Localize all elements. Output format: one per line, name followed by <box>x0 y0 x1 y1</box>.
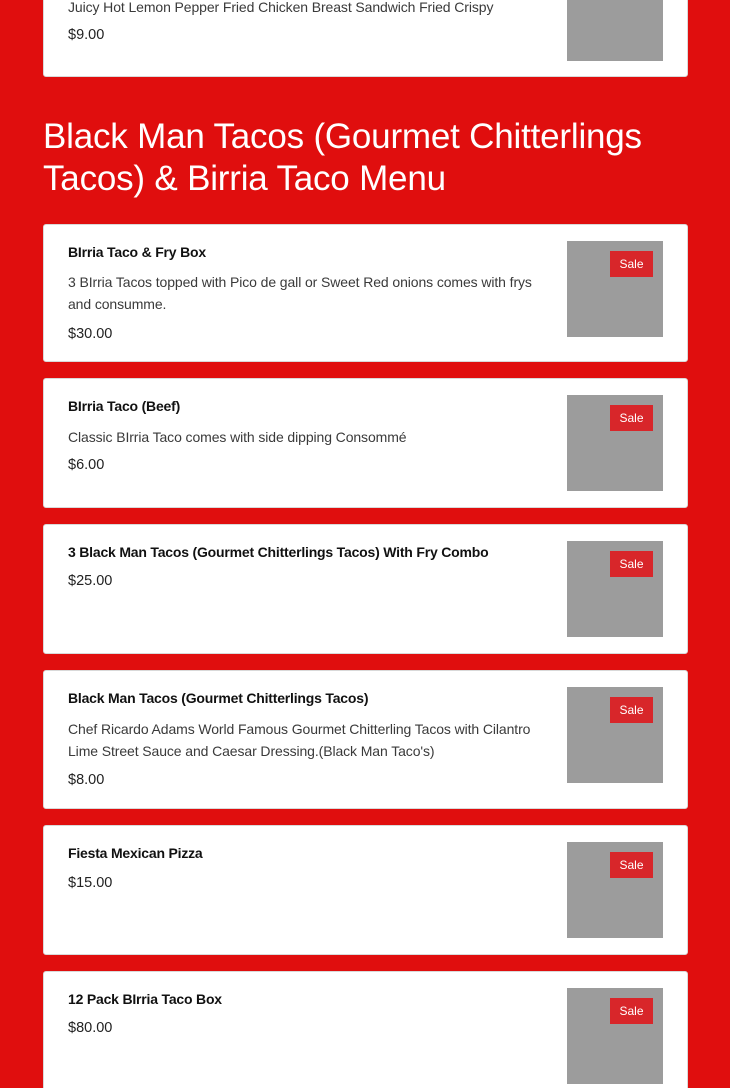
sale-badge: Sale <box>610 852 653 878</box>
menu-item-card[interactable] <box>43 224 688 362</box>
item-image[interactable] <box>567 541 663 637</box>
menu-item-card[interactable] <box>43 825 688 955</box>
item-price: $80.00 <box>68 1020 113 1036</box>
sale-badge: Sale <box>610 998 653 1024</box>
sale-badge: Sale <box>610 251 653 277</box>
item-name[interactable]: Fiesta Mexican Pizza <box>68 845 203 861</box>
item-name[interactable]: 3 Black Man Tacos (Gourmet Chitterlings Tacos) With Fry Combo <box>68 544 489 560</box>
item-price: $30.00 <box>68 326 113 342</box>
sale-badge: Sale <box>610 551 653 577</box>
item-name[interactable]: 12 Pack BIrria Taco Box <box>68 991 222 1007</box>
item-price: $9.00 <box>68 27 105 43</box>
item-price: $15.00 <box>68 875 113 891</box>
item-price: $25.00 <box>68 573 113 589</box>
menu-item-card[interactable] <box>43 378 688 508</box>
sale-badge: Sale <box>610 697 653 723</box>
item-description: Classic BIrria Taco comes with side dipping Consommé <box>68 429 407 445</box>
item-name[interactable]: Black Man Tacos (Gourmet Chitterlings Tacos) <box>68 690 369 706</box>
item-name[interactable]: BIrria Taco (Beef) <box>68 398 181 414</box>
item-image[interactable] <box>567 0 663 61</box>
menu-item-card[interactable] <box>43 0 688 77</box>
sale-badge: Sale <box>610 405 653 431</box>
item-price: $6.00 <box>68 457 105 473</box>
item-image[interactable] <box>567 395 663 491</box>
item-description: Chef Ricardo Adams World Famous Gourmet Chitterling Tacos with Cilantro Lime Street Sauce and Caesar Dressing.(Black Man Taco's) <box>68 721 531 759</box>
item-description: Juicy Hot Lemon Pepper Fried Chicken Breast Sandwich Fried Crispy <box>68 0 494 15</box>
item-price: $8.00 <box>68 772 105 788</box>
item-image[interactable] <box>567 988 663 1084</box>
item-name[interactable]: BIrria Taco & Fry Box <box>68 244 206 260</box>
item-description: 3 BIrria Tacos topped with Pico de gall or Sweet Red onions comes with frys and consumme. <box>68 274 532 312</box>
menu-item-card[interactable] <box>43 971 688 1088</box>
item-image[interactable] <box>567 687 663 783</box>
item-image[interactable] <box>567 241 663 337</box>
menu-item-card[interactable] <box>43 670 688 809</box>
item-image[interactable] <box>567 842 663 938</box>
section-title: Black Man Tacos (Gourmet Chitterlings Tacos) & Birria Taco Menu <box>43 117 642 198</box>
menu-item-card[interactable] <box>43 524 688 654</box>
